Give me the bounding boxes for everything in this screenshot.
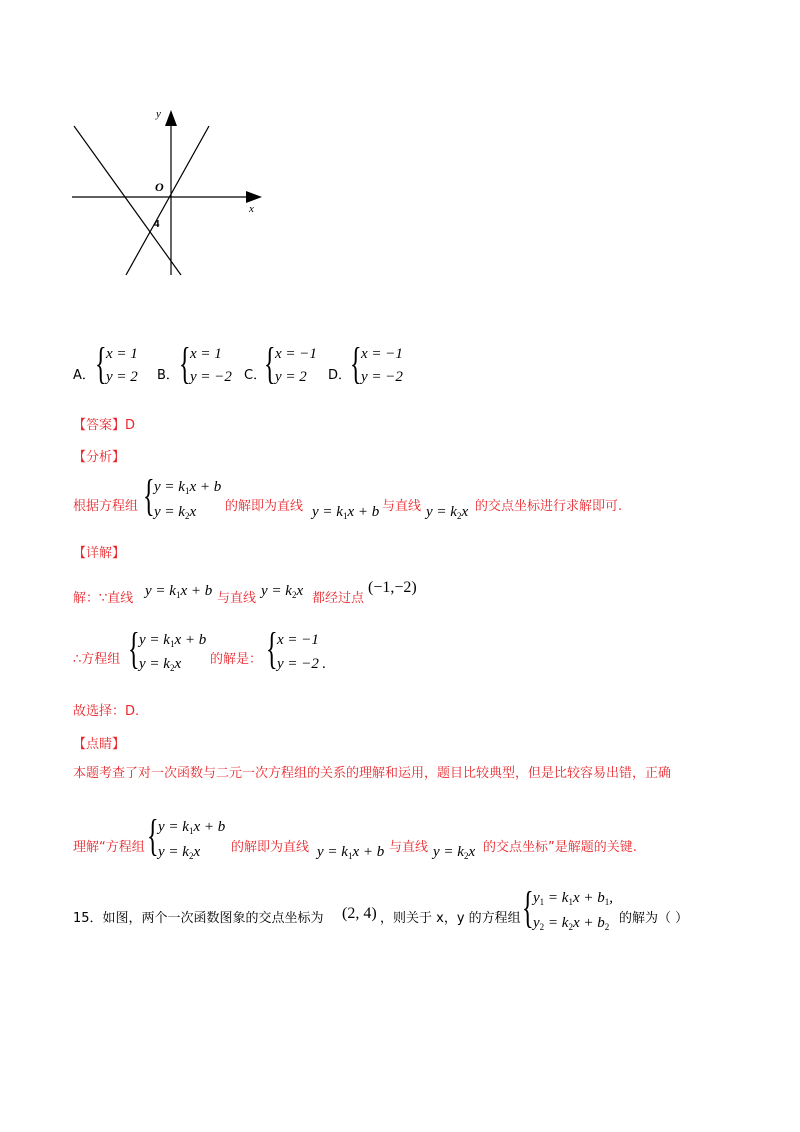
detail-line2-b: 的解是：: [210, 652, 263, 667]
option-a-eq2: y = 2: [106, 369, 138, 385]
line-k1: [74, 126, 181, 275]
option-c-eq1: x = −1: [275, 346, 317, 362]
option-d-brace: {: [350, 339, 362, 388]
detail-point: (−1,−2): [368, 579, 417, 596]
option-a-brace: {: [95, 339, 107, 388]
option-d-letter: D．: [328, 368, 352, 383]
comment-eq2: $y = k_2x$: [158, 844, 201, 861]
comment-text-4: 的交点坐标”是解题的关键.: [483, 840, 637, 855]
line-graph-figure: [60, 100, 280, 290]
y-axis-arrow: [165, 110, 177, 126]
comment-label: 【点睛】: [73, 737, 126, 752]
analysis-line1: $y = k_1x + b$: [312, 504, 380, 521]
q15-text-1: 15．如图，两个一次函数图象的交点坐标为: [73, 911, 324, 926]
detail-line1-eq1: $y = k_1x + b$: [145, 583, 213, 600]
line-k2: [126, 126, 209, 275]
answer-label: 【答案】: [73, 418, 126, 433]
detail-line1-c: 都经过点: [312, 591, 365, 606]
detail-sol-brace: {: [266, 624, 278, 673]
detail-sol-eq2: y = −2: [277, 656, 319, 672]
intersection-label: 4: [154, 218, 160, 230]
option-d-eq2: y = −2: [361, 369, 403, 385]
option-a-letter: A．: [73, 368, 95, 383]
detail-label: 【详解】: [73, 546, 126, 561]
origin-label: O: [155, 180, 164, 194]
analysis-eq2: $y = k_2x$: [154, 504, 197, 521]
detail-line1-b: 与直线: [217, 591, 257, 606]
analysis-text-4: 的交点坐标进行求解即可.: [475, 499, 623, 514]
detail-choose: 故选择：D.: [73, 704, 140, 719]
comment-text-1: 理解“方程组: [73, 840, 145, 855]
detail-sol-end: .: [322, 656, 326, 672]
q15-point: (2, 4): [342, 905, 377, 922]
x-axis-label: x: [249, 203, 254, 215]
comment-text-2: 的解即为直线: [231, 840, 310, 855]
detail-line1-a: 解：∵直线: [73, 591, 134, 606]
option-b-eq1: x = 1: [190, 346, 222, 362]
analysis-text-1: 根据方程组: [73, 499, 139, 514]
detail-line2-a: ∴方程组: [73, 652, 121, 667]
answer-value: D: [125, 418, 136, 433]
analysis-line2: $y = k_2x$: [426, 504, 469, 521]
q15-brace: {: [522, 883, 534, 932]
option-a-eq1: x = 1: [106, 346, 138, 362]
option-c-brace: {: [264, 339, 276, 388]
q15-text-2: ，则关于 x，y 的方程组: [380, 911, 521, 926]
option-b-eq2: y = −2: [190, 369, 232, 385]
detail-sys-eq2: $y = k_2x$: [139, 656, 182, 673]
q15-eq2: $y_2 = k_2x + b_2$: [533, 915, 610, 932]
detail-sys-eq1: $y = k_1x + b$: [139, 632, 207, 649]
x-axis-arrow: [246, 191, 262, 203]
q15-text-3: 的解为（ ）: [619, 911, 689, 926]
detail-line1-eq2: $y = k_2x$: [261, 583, 304, 600]
analysis-text-2: 的解即为直线: [225, 499, 304, 514]
comment-eq1: $y = k_1x + b$: [158, 819, 226, 836]
comment-line2-eq: $y = k_2x$: [433, 844, 476, 861]
y-axis-label: y: [156, 108, 161, 120]
option-c-letter: C．: [244, 368, 267, 383]
answer-line: [73, 418, 135, 434]
comment-line1-eq: $y = k_1x + b$: [317, 844, 385, 861]
comment-text-3: 与直线: [389, 840, 429, 855]
analysis-label: 【分析】: [73, 450, 126, 465]
analysis-brace: {: [143, 471, 155, 520]
option-b-letter: B．: [157, 368, 179, 383]
detail-sol-eq1: x = −1: [277, 632, 319, 648]
comment-brace: {: [147, 811, 159, 860]
option-c-eq2: y = 2: [275, 369, 307, 385]
analysis-eq1: $y = k_1x + b$: [154, 479, 222, 496]
detail-brace: {: [128, 624, 140, 673]
option-d-eq1: x = −1: [361, 346, 403, 362]
comment-line1: 本题考查了对一次函数与二元一次方程组的关系的理解和运用，题目比较典型，但是比较容易出错，正确: [73, 766, 672, 781]
option-b-brace: {: [179, 339, 191, 388]
q15-eq1: $y_1 = k_1x + b_1$,: [533, 890, 613, 907]
analysis-text-3: 与直线: [382, 499, 422, 514]
